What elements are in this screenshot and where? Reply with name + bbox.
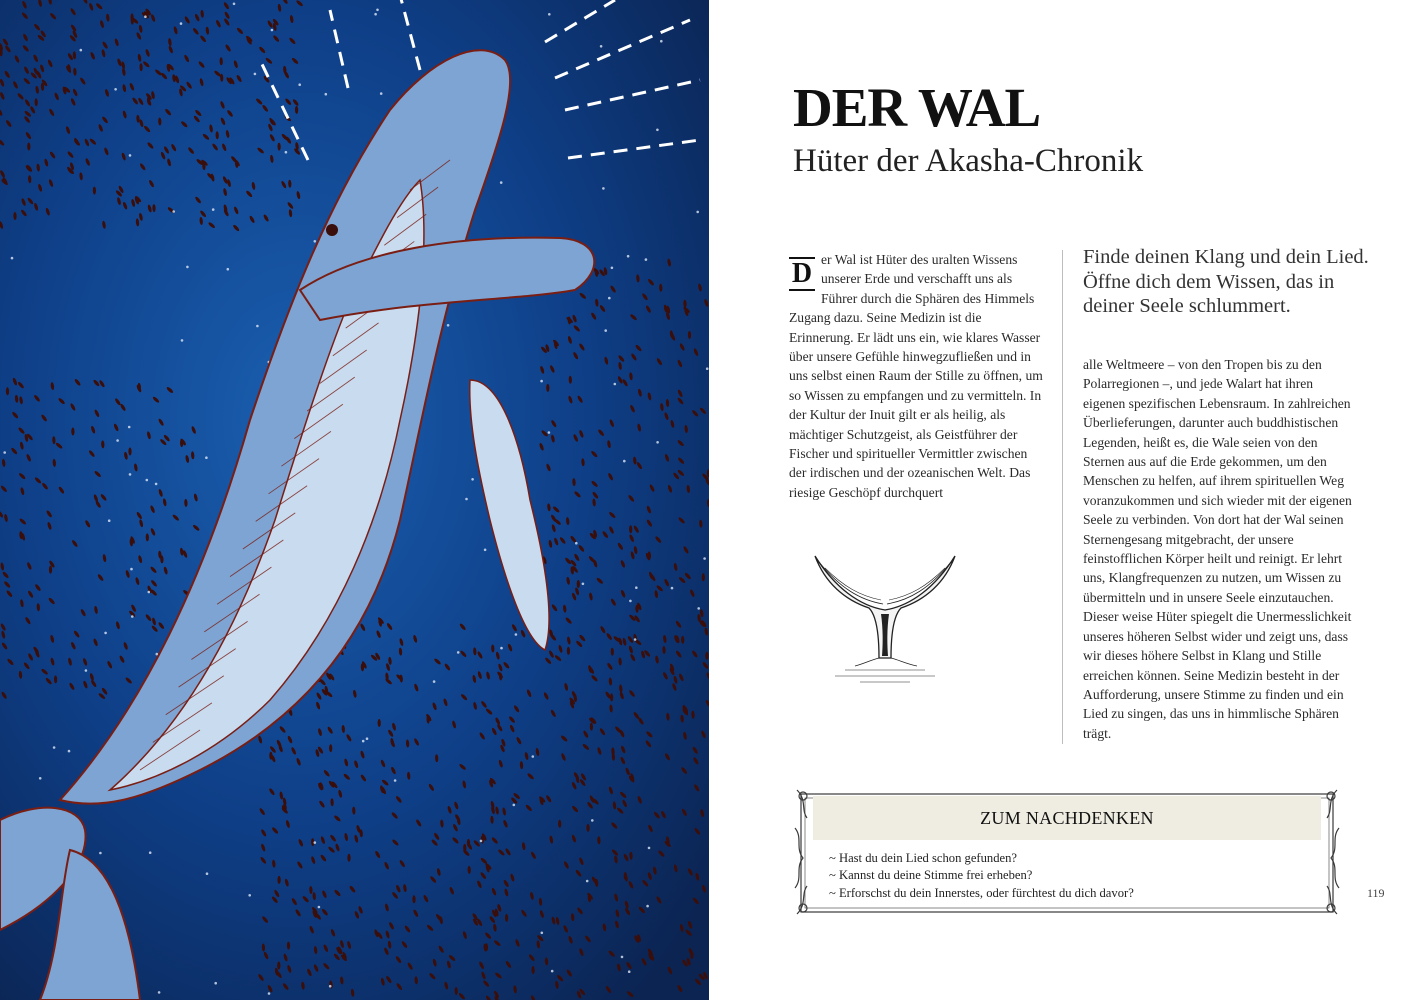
plankton-dot xyxy=(656,441,659,444)
plankton-dot xyxy=(248,894,251,897)
plankton-dot xyxy=(186,266,189,269)
plankton-dot xyxy=(53,746,56,749)
plankton-dot xyxy=(80,49,83,52)
plankton-dot xyxy=(130,568,133,571)
reflection-title: ZUM NACHDENKEN xyxy=(813,796,1321,840)
plankton-dot xyxy=(314,240,317,243)
plankton-dot xyxy=(116,439,119,442)
plankton-dot xyxy=(314,841,317,844)
chapter-subtitle: Hüter der Akasha-Chronik xyxy=(793,143,1144,179)
plankton-dot xyxy=(500,181,503,184)
plankton-dot xyxy=(645,258,648,261)
plankton-dot xyxy=(394,779,397,782)
fish xyxy=(277,962,280,970)
plankton-dot xyxy=(227,268,230,271)
plankton-dot xyxy=(551,970,554,973)
plankton-dot xyxy=(374,13,377,16)
plankton-dot xyxy=(608,297,611,300)
plankton-dot xyxy=(362,740,365,743)
plankton-dot xyxy=(212,208,215,211)
fish xyxy=(277,876,280,884)
plankton-dot xyxy=(380,92,383,95)
whale-eye xyxy=(326,224,338,236)
chapter-title: DER WAL xyxy=(793,77,1041,138)
plankton-dot xyxy=(621,956,624,959)
plankton-dot xyxy=(158,991,161,994)
plankton-dot xyxy=(480,840,483,843)
plankton-dot xyxy=(660,40,663,43)
plankton-dot xyxy=(465,498,468,501)
plankton-dot xyxy=(627,255,630,258)
plankton-dot xyxy=(696,211,699,214)
plankton-dot xyxy=(233,3,236,6)
plankton-dot xyxy=(99,852,102,855)
plankton-dot xyxy=(697,607,700,610)
plankton-dot xyxy=(656,129,659,132)
fish xyxy=(702,573,705,581)
plankton-dot xyxy=(635,586,638,589)
plankton-dot xyxy=(11,257,14,260)
plankton-dot xyxy=(671,587,674,590)
text-page xyxy=(709,0,1417,1000)
plankton-dot xyxy=(131,615,134,618)
reflection-box xyxy=(793,788,1341,916)
plankton-dot xyxy=(180,22,183,25)
plankton-dot xyxy=(104,632,107,635)
page-number: 119 xyxy=(1367,886,1385,900)
plankton-dot xyxy=(205,456,208,459)
plankton-dot xyxy=(513,804,516,807)
plankton-dot xyxy=(532,755,535,758)
plankton-dot xyxy=(634,638,637,641)
plankton-dot xyxy=(433,680,436,683)
drop-cap: D xyxy=(789,257,815,291)
plankton-dot xyxy=(629,600,632,603)
plankton-dot xyxy=(484,549,487,552)
plankton-dot xyxy=(155,483,158,486)
plankton-dot xyxy=(500,647,503,650)
plankton-dot xyxy=(604,329,607,332)
plankton-dot xyxy=(114,88,117,91)
reflection-question: ~ Kannst du deine Stimme frei erheben? xyxy=(829,867,1134,884)
column-divider xyxy=(1062,250,1063,744)
plankton-dot xyxy=(172,210,175,213)
reflection-question: ~ Erforschst du dein Innerstes, oder fürchtest du dich davor? xyxy=(829,885,1134,902)
plankton-dot xyxy=(129,154,132,157)
pull-quote: Finde deinen Klang und dein Lied. Öffne dich dem Wissen, das in deiner Seele schlummert. xyxy=(1083,246,1369,317)
plankton-dot xyxy=(39,777,42,780)
plankton-dot xyxy=(129,473,132,476)
plankton-dot xyxy=(648,847,651,850)
plankton-dot xyxy=(206,872,209,875)
reflection-questions xyxy=(829,850,1134,902)
plankton-dot xyxy=(591,819,594,822)
plankton-dot xyxy=(254,73,257,76)
plankton-dot xyxy=(271,29,274,32)
fish xyxy=(577,580,580,588)
plankton-dot xyxy=(628,970,631,973)
plankton-dot xyxy=(447,324,450,327)
plankton-dot xyxy=(108,519,111,522)
fish xyxy=(347,854,350,862)
plankton-dot xyxy=(148,591,151,594)
whale-tail-engraving xyxy=(805,548,965,698)
plankton-dot xyxy=(85,669,88,672)
plankton-dot xyxy=(471,478,474,481)
plankton-dot xyxy=(515,633,518,636)
article-text-left: er Wal ist Hüter des uralten Wissens unserer Erde und verschafft uns als Führer durch die Sphären des Himmels Zugang dazu. Seine Medizin ist die Erinnerung. Er lädt uns ein, wie klares Wasser über unsere Gefühle hinwegzufließen und in uns selbst einen Raum der Stille zu öffnen, um so Wissen zu empfangen und zu vermitteln. In der Kultur der Inuit gilt er als heilig, als mächtiger Schutzgeist, als Geistführer der Fischer und spiritueller Vermittler zwischen der irdischen und der ozeanischen Welt. Das riesige Geschöpf durchquert xyxy=(789,252,1043,500)
plankton-dot xyxy=(366,737,369,740)
plankton-dot xyxy=(181,339,184,342)
plankton-dot xyxy=(3,451,6,454)
plankton-dot xyxy=(602,187,605,190)
reflection-question: ~ Hast du dein Lied schon gefunden? xyxy=(829,850,1134,867)
plankton-dot xyxy=(149,851,152,854)
plankton-dot xyxy=(68,750,71,753)
plankton-dot xyxy=(268,992,271,995)
plankton-dot xyxy=(329,985,332,988)
plankton-dot xyxy=(128,426,131,429)
plankton-dot xyxy=(575,542,578,545)
plankton-dot xyxy=(457,651,460,654)
article-left-column xyxy=(789,250,1045,502)
fish xyxy=(49,566,52,574)
plankton-dot xyxy=(611,267,614,270)
plankton-dot xyxy=(256,325,259,328)
plankton-dot xyxy=(325,93,328,96)
plankton-dot xyxy=(614,383,617,386)
plankton-dot xyxy=(285,151,288,154)
plankton-dot xyxy=(548,431,551,434)
plankton-dot xyxy=(703,557,706,560)
article-text-right: alle Weltmeere – von den Tropen bis zu den Polarregionen –, und jede Walart hat ihren eigenen spezifischen Lebensraum. In zahlreichen Überlieferungen, darunter auch buddhistischen Legenden, heißt es, die Wale seien von den Sternen aus auf die Erde gekommen, um den Menschen zu helfen, auf ihrem spirituellen Weg voranzukommen und sich wieder mit der eigenen Seele zu verbinden. Von dort hat der Wal seinen Sternengesang mitgebracht, der unsere feinstofflichen Körper heilt und reinigt. Er lehrt uns, Klangfrequenzen zu nutzen, um Wissen zu übermitteln und in unsere Seele einzutauchen. Dieser weise Hüter spiegelt die Unermesslichkeit unseres höheren Selbst wider und zeigt uns, dass wir dieses höhere Selbst in Klang und Stille erreichen können. Seine Medizin besteht in der Aufforderung, unsere Stimme zu finden und ein Lied zu singen, das uns in himmlische Sphären trägt. xyxy=(1083,357,1352,741)
plankton-dot xyxy=(582,583,585,586)
plankton-dot xyxy=(146,479,149,482)
plankton-dot xyxy=(298,83,301,86)
plankton-dot xyxy=(646,905,649,908)
plankton-dot xyxy=(623,460,626,463)
plankton-dot xyxy=(586,880,589,883)
plankton-dot xyxy=(214,982,217,985)
plankton-dot xyxy=(144,15,147,18)
plankton-dot xyxy=(600,45,603,48)
plankton-dot xyxy=(541,932,544,935)
plankton-dot xyxy=(318,906,321,909)
plankton-dot xyxy=(376,9,379,12)
plankton-dot xyxy=(548,13,551,16)
article-right-column xyxy=(1083,355,1355,743)
plankton-dot xyxy=(540,380,543,383)
